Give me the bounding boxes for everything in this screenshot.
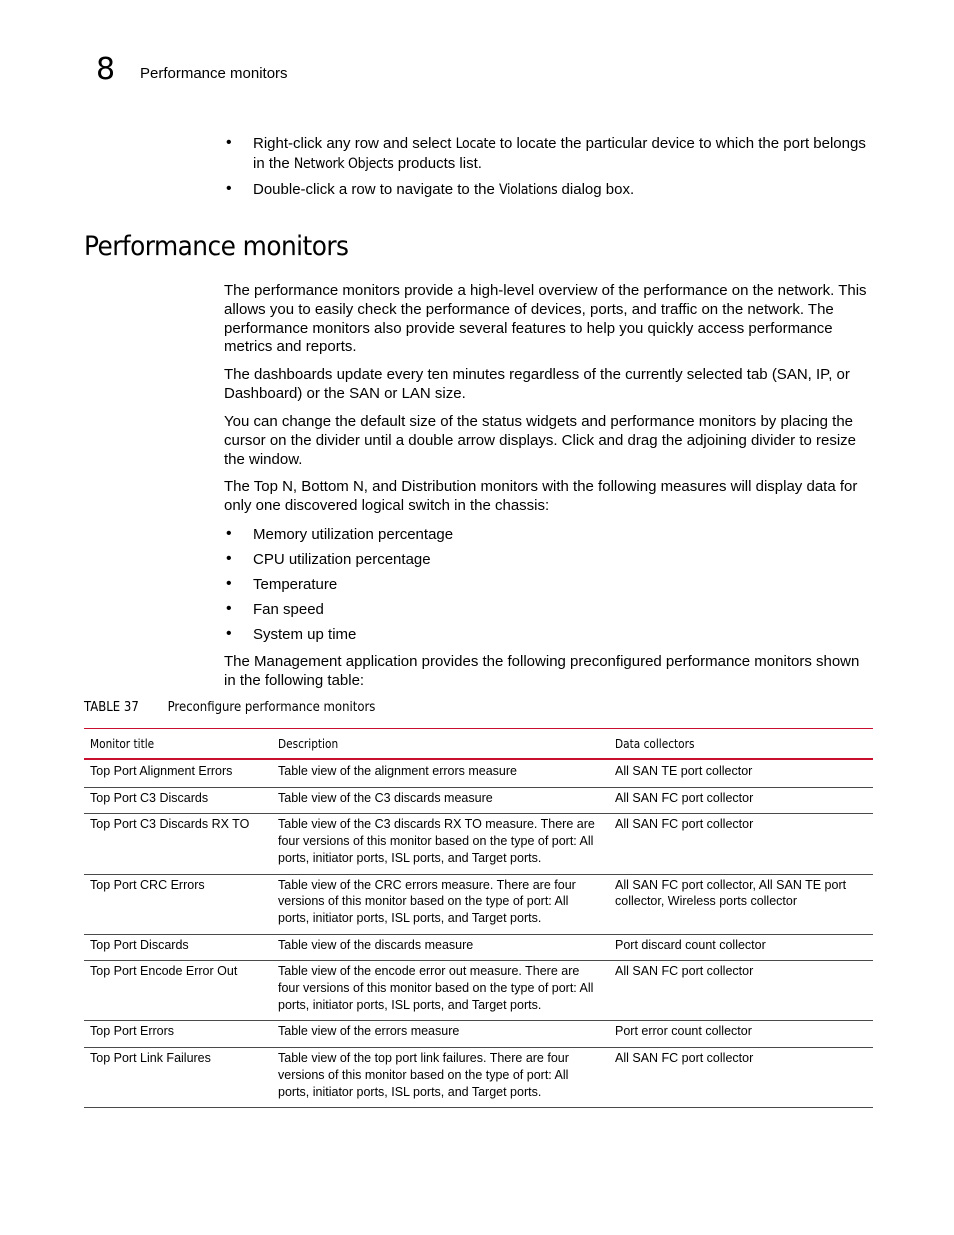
table-row [84,759,873,787]
table-row [84,874,873,934]
table-caption-title: Preconfigure performance monitors [167,700,376,715]
column-header-monitor-title: Monitor title [84,729,272,760]
intro-bullet-list [224,134,874,200]
table-row [84,1048,873,1108]
cell-data-collectors: All SAN FC port collector [609,961,873,1021]
cell-description: Table view of the errors measure [272,1021,609,1048]
cell-monitor-title: Top Port CRC Errors [84,874,272,934]
table-row [84,787,873,814]
cell-data-collectors: All SAN FC port collector [609,814,873,874]
cell-description: Table view of the discards measure [272,934,609,961]
table-row [84,814,873,874]
cell-monitor-title: Top Port C3 Discards RX TO [84,814,272,874]
cell-data-collectors: All SAN TE port collector [609,759,873,787]
table-row [84,934,873,961]
violations-term: Violations [498,182,558,198]
cell-data-collectors: All SAN FC port collector, All SAN TE port collector, Wireless ports collector [609,874,873,934]
running-header-title: Performance monitors [140,65,288,82]
intro-bullet: • Right-click any row and select Locate to locate the particular device to which the port belongs in the Network Objects products list. [224,134,874,174]
paragraph-overview: The performance monitors provide a high-level overview of the performance on the network. This allows you to easily check the performance of devices, ports, and traffic on the network. The performance monitors also provide several features to help you quickly access performance metrics and reports. [224,282,867,356]
measure-bullet: • Memory utilization percentage [224,525,874,544]
cell-description: Table view of the C3 discards measure [272,787,609,814]
table-caption-label: TABLE 37 [84,700,139,715]
performance-monitors-table [84,728,873,1108]
cell-data-collectors: Port discard count collector [609,934,873,961]
paragraph-table-intro: The Management application provides the following preconfigured performance monitors shown in the following table: [224,653,860,689]
section-heading: Performance monitors [84,231,349,262]
measure-bullet-list [224,525,874,644]
measure-bullet: • Temperature [224,575,874,594]
cell-monitor-title: Top Port C3 Discards [84,787,272,814]
table-caption [84,699,375,717]
cell-data-collectors: Port error count collector [609,1021,873,1048]
measure-bullet: • System up time [224,625,874,644]
cell-monitor-title: Top Port Encode Error Out [84,961,272,1021]
cell-description: Table view of the alignment errors measure [272,759,609,787]
column-header-description: Description [272,729,609,760]
table-row [84,961,873,1021]
cell-data-collectors: All SAN FC port collector [609,787,873,814]
chapter-number: 8 [96,52,116,87]
cell-monitor-title: Top Port Link Failures [84,1048,272,1108]
cell-description: Table view of the C3 discards RX TO measure. There are four versions of this monitor based on the type of port: All ports, initiator ports, ISL ports, and Target ports. [272,814,609,874]
measure-bullet: • Fan speed [224,600,874,619]
intro-bullet: • Double-click a row to navigate to the Violations dialog box. [224,180,874,200]
table-row [84,1021,873,1048]
table-header-row [84,729,873,760]
cell-monitor-title: Top Port Alignment Errors [84,759,272,787]
column-header-data-collectors: Data collectors [609,729,873,760]
paragraph-resize: You can change the default size of the status widgets and performance monitors by placing the cursor on the divider until a double arrow displays. Click and drag the adjoining divider to resize the window. [224,413,857,468]
cell-description: Table view of the encode error out measure. There are four versions of this monitor based on the type of port: All ports, initiator ports, ISL ports, and Target ports. [272,961,609,1021]
locate-term: Locate [455,136,496,152]
cell-monitor-title: Top Port Errors [84,1021,272,1048]
cell-description: Table view of the top port link failures. There are four versions of this monitor based on the type of port: All ports, initiator ports, ISL ports, and Target ports. [272,1048,609,1108]
cell-monitor-title: Top Port Discards [84,934,272,961]
paragraph-measures-intro: The Top N, Bottom N, and Distribution monitors with the following measures will display data for only one discovered logical switch in the chassis: [224,478,858,514]
cell-description: Table view of the CRC errors measure. There are four versions of this monitor based on the type of port: All ports, initiator ports, ISL ports, and Target ports. [272,874,609,934]
network-objects-term: Network Objects [293,156,394,172]
paragraph-dashboard-update: The dashboards update every ten minutes regardless of the currently selected tab (SAN, IP, or Dashboard) or the SAN or LAN size. [224,366,850,402]
measure-bullet: • CPU utilization percentage [224,550,874,569]
cell-data-collectors: All SAN FC port collector [609,1048,873,1108]
